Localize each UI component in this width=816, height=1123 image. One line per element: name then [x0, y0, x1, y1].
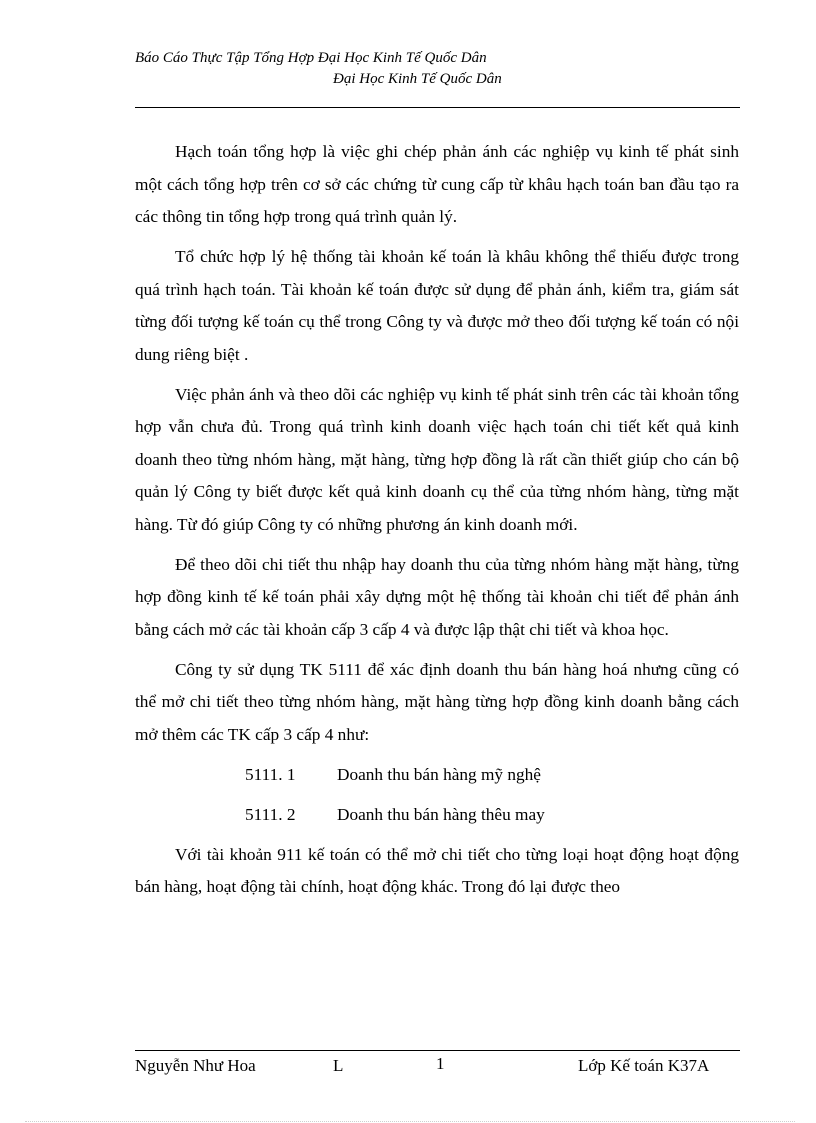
paragraph-account-system: Tổ chức hợp lý hệ thống tài khoản kế toán là khâu không thể thiếu được trong quá trình hạch toán. Tài khoản kế toán được sử dụng để phản ánh, kiểm tra, giám sát từng đối tượng kế toán cụ thể trong Công ty và được mở theo đối tượng kế toán có nội dung riêng biệt . [135, 247, 739, 364]
footer-class-name: Lớp Kế toán K37A [578, 1056, 710, 1075]
account-code: 5111. 1 [245, 764, 296, 784]
account-code: 5111. 2 [245, 804, 296, 824]
page-header [135, 48, 740, 90]
footer-author: Nguyễn Như Hoa [135, 1056, 256, 1075]
header-divider [135, 107, 740, 108]
paragraph-revenue-detail: Để theo dõi chi tiết thu nhập hay doanh thu của từng nhóm hàng mặt hàng, từng hợp đồng kinh tế kế toán phải xây dựng một hệ thống tài khoản chi tiết để phản ánh bằng cách mở các tài khoản cấp 3 cấp 4 và được lập thật chi tiết và khoa học. [135, 554, 739, 639]
document-body [135, 136, 739, 911]
footer-divider [135, 1050, 740, 1051]
header-report-title: Báo Cáo Thực Tập Tổng Hợp Đại Học Kinh Tế Quốc Dân [135, 50, 487, 66]
header-university: Đại Học Kinh Tế Quốc Dân [333, 71, 502, 87]
paragraph-general-accounting: Hạch toán tổng hợp là việc ghi chép phản ánh các nghiệp vụ kinh tế phát sinh một cách tổng hợp trên cơ sở các chứng từ cung cấp từ khâu hạch toán ban đầu tạo ra các thông tin tổng hợp trong quá trình quản lý. [135, 142, 739, 226]
account-description: Doanh thu bán hàng thêu may [337, 804, 545, 824]
paragraph-tk-911: Với tài khoản 911 kế toán có thể mở chi tiết cho từng loại hoạt động hoạt động bán hàng, hoạt động tài chính, hoạt động khác. Trong đó lại được theo [135, 844, 739, 896]
paragraph-detailed-tracking: Việc phản ánh và theo dõi các nghiệp vụ kinh tế phát sinh trên các tài khoản tổng hợp vẫn chưa đủ. Trong quá trình kinh doanh việc hạch toán chi tiết kết quả kinh doanh theo từng nhóm hàng, mặt hàng, từng hợp đồng là rất cần thiết giúp cho cán bộ quản lý Công ty biết được kết quả kinh doanh cụ thể của từng nhóm hàng, từng mặt hàng. Từ đó giúp Công ty có những phương án kinh doanh mới. [135, 384, 739, 534]
paragraph-tk-5111: Công ty sử dụng TK 5111 để xác định doanh thu bán hàng hoá nhưng cũng có thể mở chi tiết theo từng nhóm hàng, mặt hàng từng hợp đồng kinh doanh bằng cách mở thêm các TK cấp 3 cấp 4 như: [135, 659, 739, 744]
page-number: 1 [436, 1054, 445, 1073]
account-description: Doanh thu bán hàng mỹ nghệ [337, 764, 541, 784]
account-item [135, 799, 739, 832]
footer-mark: L [333, 1056, 344, 1075]
account-item [135, 759, 739, 792]
page-bottom-edge [25, 1121, 795, 1122]
